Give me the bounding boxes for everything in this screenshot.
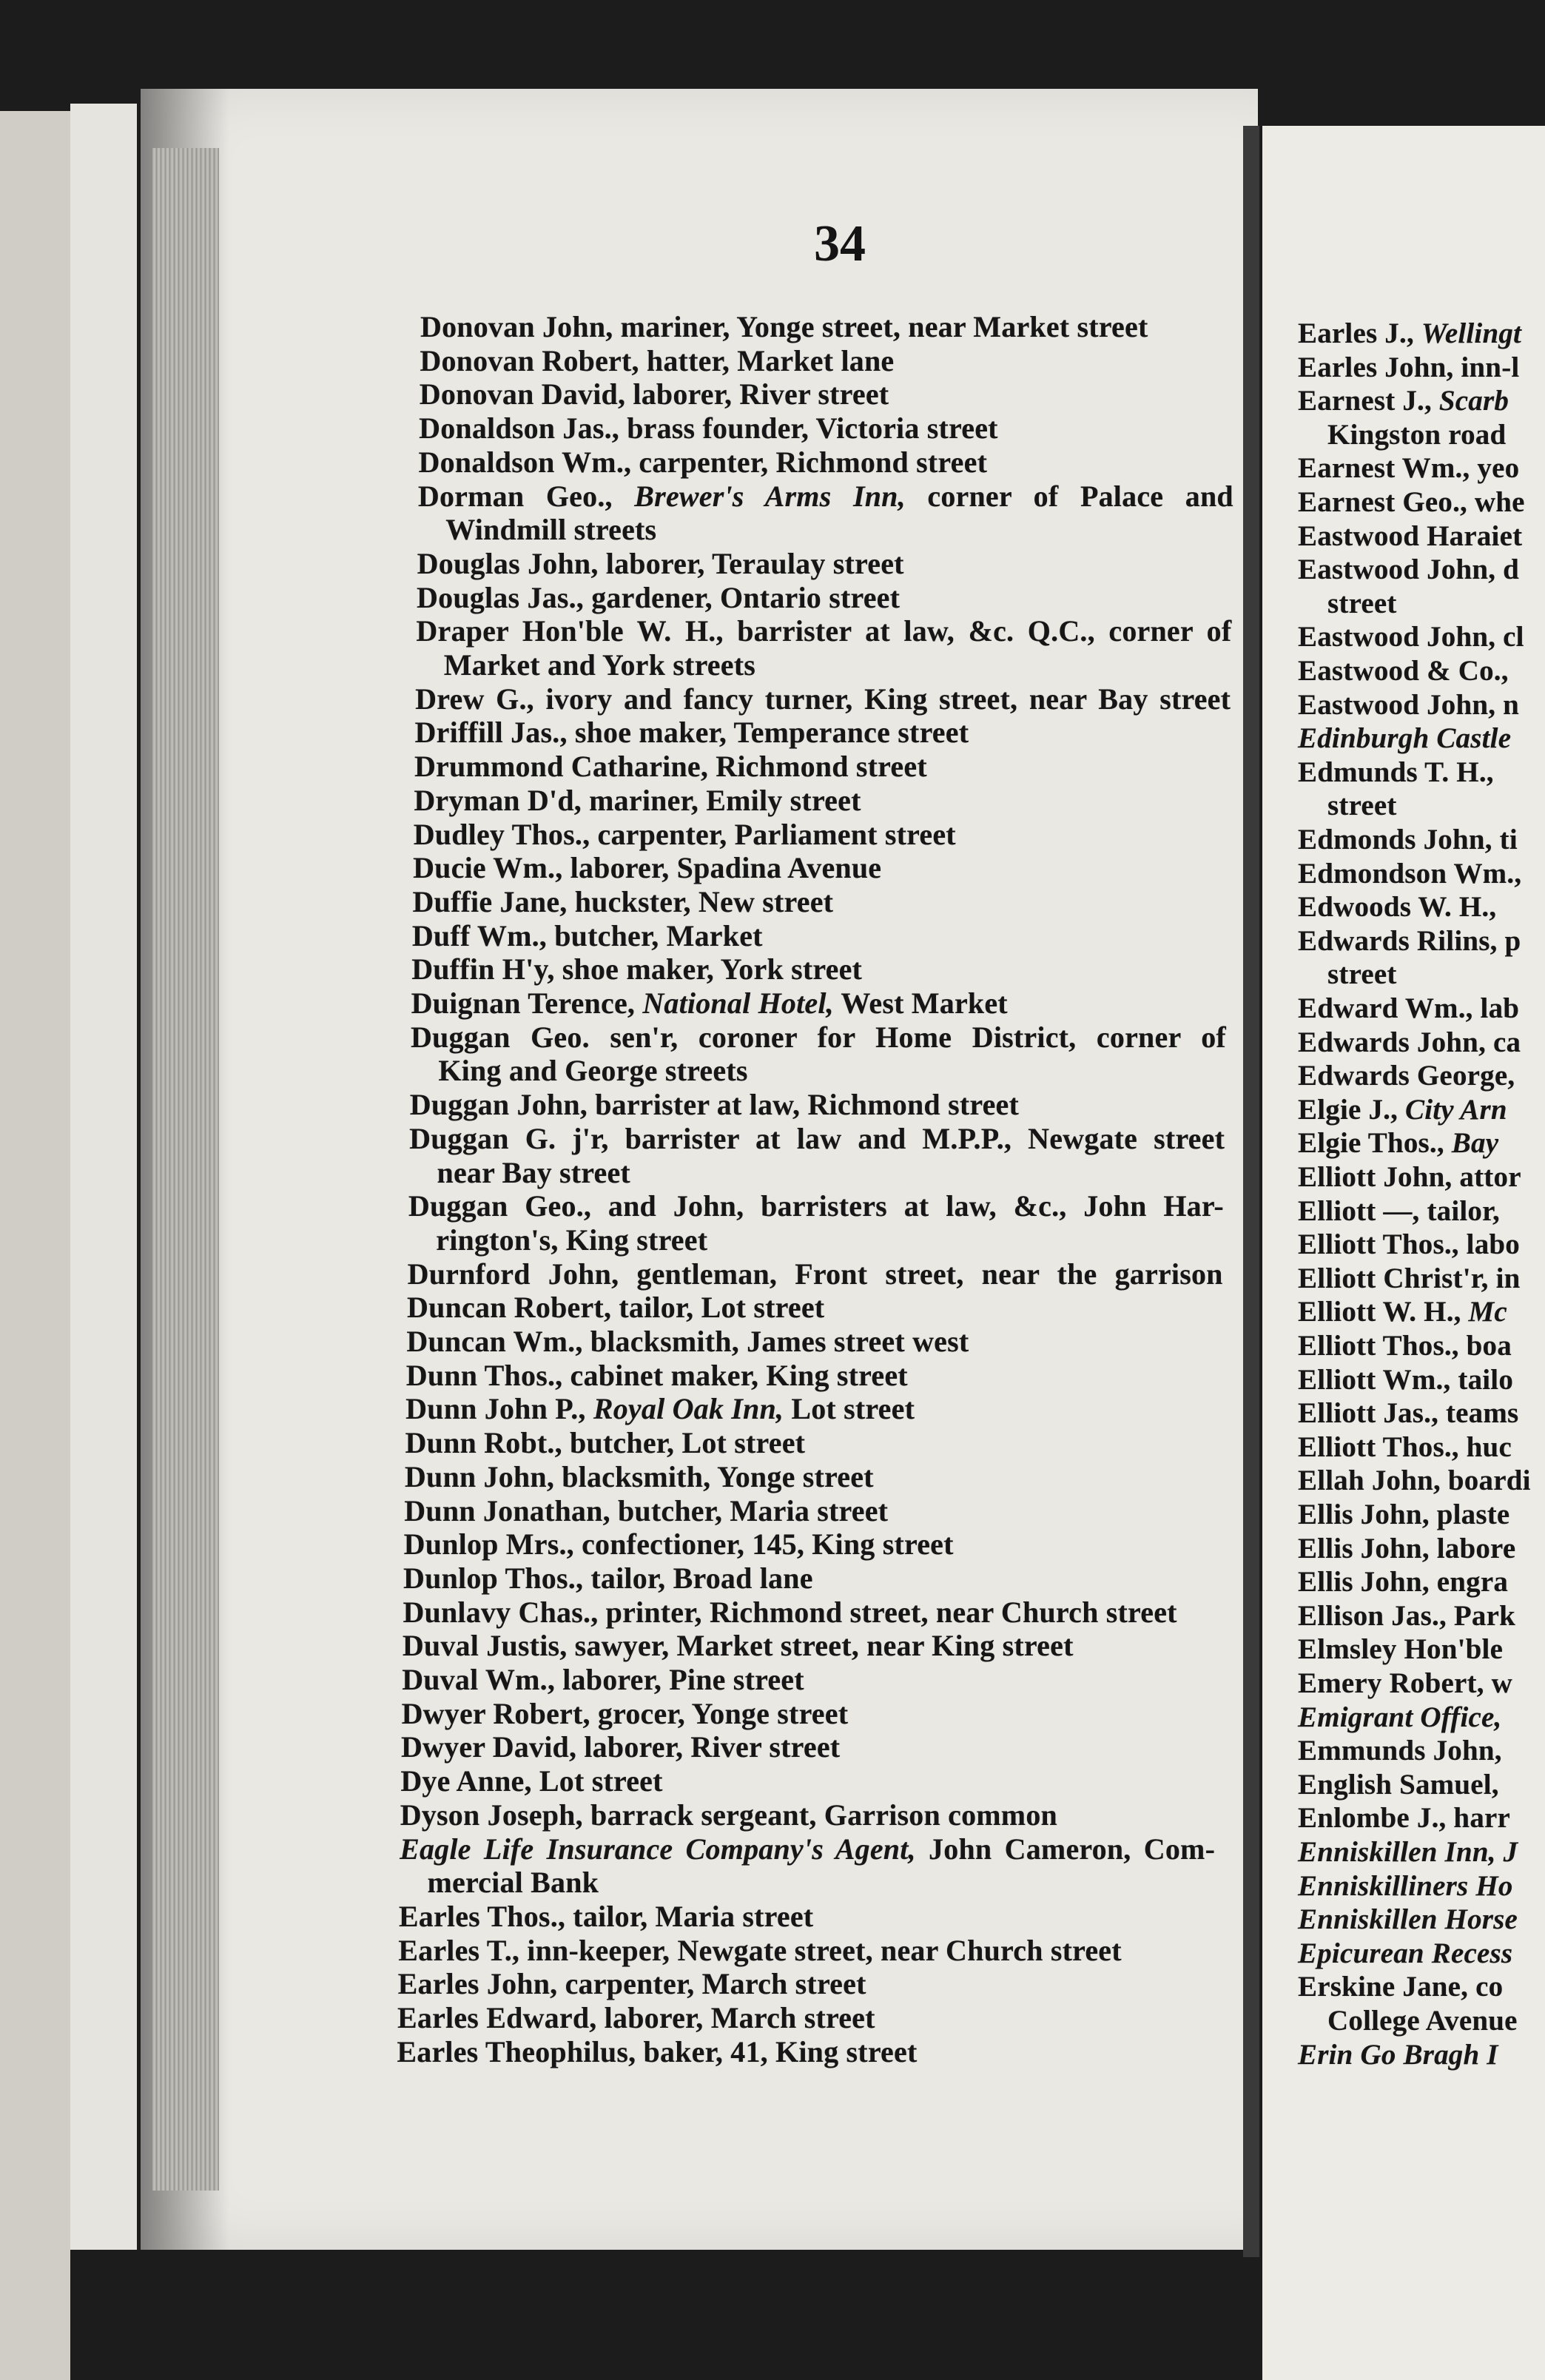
next-entry-line: [1298, 1363, 1513, 1396]
entry-line: [414, 817, 956, 852]
next-page: [1262, 126, 1545, 2380]
next-entry-text: Edward Wm., lab: [1298, 992, 1520, 1024]
next-entry-text: Earnest Wm., yeo: [1298, 452, 1520, 485]
entry-text: Donovan John, mariner, Yonge street, near Market street: [420, 310, 1148, 343]
next-entry-line: [1298, 1565, 1508, 1599]
next-entry-line: [1298, 890, 1496, 924]
entry-text: King and George streets: [438, 1054, 748, 1088]
next-entry-text: Eastwood John, n: [1298, 688, 1520, 721]
entry-text: National Hotel,: [642, 986, 834, 1020]
entry-line: [414, 749, 927, 784]
entry-line: [420, 377, 889, 411]
entry-line: [420, 309, 1148, 344]
next-entry-text: College Avenue: [1327, 2005, 1518, 2037]
entry-text: Duggan Geo. sen'r, coroner for Home District, corner of: [410, 1020, 1226, 1054]
entry-line: [416, 614, 1231, 648]
entry-line: [415, 682, 1231, 716]
next-entry-line: [1298, 1262, 1521, 1295]
entry-line: [407, 1290, 824, 1325]
next-entry-text: Wellingt: [1421, 317, 1522, 349]
next-entry-line: [1298, 1194, 1500, 1228]
next-entry-text: Elgie J.,: [1298, 1093, 1405, 1126]
entry-line: [400, 1832, 1215, 1866]
next-entry-line: [1298, 1801, 1510, 1835]
next-entry-text: Ellis John, labore: [1298, 1532, 1516, 1564]
next-entry-text: Emigrant Office,: [1298, 1701, 1502, 1733]
next-entry-text: Scarb: [1438, 385, 1509, 417]
previous-page-edge: [0, 111, 70, 2380]
next-entry-text: Enlombe J., harr: [1298, 1802, 1511, 1835]
entry-line: [400, 1764, 662, 1798]
entry-text: Dryman D'd, mariner, Emily street: [414, 783, 861, 817]
next-entry-line: [1298, 1599, 1515, 1633]
next-entry-line: [1298, 485, 1525, 519]
entry-line: [409, 1121, 1225, 1156]
entry-text: Windmill streets: [445, 513, 657, 547]
entry-text: Duncan Wm., blacksmith, James street west: [406, 1325, 969, 1358]
page-divider: [1243, 126, 1259, 2257]
next-entry-line: [1298, 823, 1518, 856]
entry-line: [406, 1358, 908, 1393]
entry-text: Royal Oak Inn,: [593, 1392, 784, 1426]
entry-text: Duggan Geo., and John, barristers at law, &c., John Har-: [408, 1189, 1224, 1223]
next-entry-text: Enniskillen Inn, J: [1298, 1836, 1518, 1868]
entry-line: [415, 715, 969, 750]
next-entry-text: Eastwood John, cl: [1298, 621, 1524, 653]
entry-text: John Cameron, Com-: [915, 1832, 1216, 1866]
next-entry-line: [1327, 418, 1506, 451]
next-entry-line: [1298, 1295, 1507, 1328]
next-entry-line: [1298, 1329, 1512, 1362]
entry-text: Earles Thos., tailor, Maria street: [398, 1899, 814, 1933]
next-entry-text: Edwards John, ca: [1298, 1026, 1521, 1058]
next-entry-line: [1298, 351, 1519, 384]
next-entry-text: Erin Go Bragh I: [1298, 2038, 1498, 2071]
next-entry-text: Eastwood & Co.,: [1298, 655, 1509, 687]
next-entry-line: [1298, 1869, 1513, 1903]
entry-line: [402, 1662, 804, 1697]
entry-text: Eagle Life Insurance Company's Agent,: [400, 1832, 916, 1866]
entry-text: Douglas Jas., gardener, Ontario street: [417, 580, 901, 614]
entry-text: Dunn Jonathan, butcher, Maria street: [404, 1493, 889, 1527]
next-entry-line: [1298, 2038, 1498, 2071]
entry-line: [437, 1155, 630, 1190]
next-entry-text: Elliott Wm., tailo: [1298, 1363, 1514, 1396]
entry-text: Donaldson Jas., brass founder, Victoria street: [419, 411, 998, 446]
next-entry-line: [1298, 1160, 1521, 1194]
next-entry-line: [1298, 520, 1522, 553]
next-entry-line: [1298, 1667, 1512, 1700]
entry-text: Duignan Terence,: [411, 986, 643, 1020]
entry-text: Durnford John, gentleman, Front street, near the garrison: [407, 1257, 1223, 1291]
next-entry-text: street: [1327, 958, 1397, 991]
entry-line: [403, 1595, 1177, 1630]
next-entry-line: [1298, 1059, 1515, 1092]
next-entry-line: [1298, 1903, 1518, 1936]
next-entry-text: Enniskilliners Ho: [1298, 1869, 1513, 1902]
entry-line: [412, 918, 763, 953]
next-entry-text: Elliott W. H.,: [1298, 1296, 1469, 1328]
entry-line: [404, 1493, 888, 1528]
next-entry-line: [1327, 958, 1397, 991]
entry-line: [412, 884, 833, 919]
next-entry-line: [1298, 1532, 1515, 1565]
entry-text: Duval Justis, sawyer, Market street, near King street: [402, 1629, 1074, 1663]
next-entry-text: Edmonds John, ti: [1298, 824, 1518, 855]
next-entry-text: Eastwood John, d: [1298, 554, 1520, 586]
entry-line: [411, 986, 1008, 1021]
entry-line: [414, 783, 861, 818]
entry-line: [438, 1053, 747, 1088]
next-entry-text: Edwoods W. H.,: [1298, 891, 1497, 924]
next-entry-line: [1298, 1396, 1518, 1430]
entry-line: [419, 445, 988, 480]
next-entry-line: [1298, 654, 1509, 688]
entry-line: [397, 2034, 917, 2069]
next-entry-line: [1298, 553, 1519, 586]
entry-text: Drummond Catharine, Richmond street: [414, 750, 927, 784]
entry-text: Earles Theophilus, baker, 41, King street: [397, 2034, 918, 2068]
entry-line: [411, 1020, 1226, 1055]
entry-text: Brewer's Arms Inn,: [634, 479, 906, 513]
entry-text: Market and York streets: [443, 648, 755, 682]
next-entry-text: Ellis John, engra: [1298, 1566, 1509, 1599]
next-entry-text: Edinburgh Castle: [1298, 722, 1512, 755]
entry-text: Dunlop Thos., tailor, Broad lane: [403, 1561, 813, 1595]
next-entry-line: [1298, 317, 1521, 350]
next-entry-text: Emmunds John,: [1298, 1735, 1502, 1767]
entry-line: [444, 648, 755, 682]
next-entry-line: [1298, 688, 1519, 722]
next-entry-text: Emery Robert, w: [1298, 1667, 1512, 1699]
entry-line: [398, 1933, 1122, 1968]
next-entry-text: Edwards Rilins, p: [1298, 924, 1521, 957]
next-entry-text: Elliott —, tailor,: [1298, 1194, 1500, 1227]
next-entry-text: Earles John, inn-l: [1298, 351, 1520, 383]
entry-line: [405, 1391, 915, 1426]
next-entry-line: [1327, 2004, 1518, 2037]
entry-text: mercial Bank: [427, 1866, 599, 1900]
next-entry-text: English Samuel,: [1298, 1768, 1499, 1801]
next-entry-text: Erskine Jane, co: [1298, 1971, 1504, 2003]
next-entry-text: Elliott Jas., teams: [1298, 1397, 1519, 1430]
entry-line: [405, 1425, 806, 1460]
next-entry-text: Elgie Thos.,: [1298, 1127, 1452, 1160]
entry-line: [417, 546, 904, 581]
entry-text: Dunlavy Chas., printer, Richmond street, near Church street: [403, 1595, 1177, 1629]
next-entry-text: Elliott Thos., huc: [1298, 1431, 1512, 1463]
next-entry-line: [1298, 620, 1524, 653]
entry-line: [419, 411, 998, 446]
next-entry-text: Bay: [1451, 1127, 1499, 1160]
entry-text: corner of Palace and: [905, 479, 1233, 513]
book-cover-edge: [70, 104, 137, 2250]
entry-text: West Market: [833, 986, 1008, 1020]
entry-line: [401, 1729, 840, 1764]
next-entry-line: [1298, 1228, 1520, 1261]
entry-text: Duncan Robert, tailor, Lot street: [407, 1291, 825, 1325]
next-entry-line: [1298, 1126, 1498, 1160]
entry-text: Dunlop Mrs., confectioner, 145, King street: [403, 1527, 954, 1562]
entry-text: Dyson Joseph, barrack sergeant, Garrison common: [400, 1798, 1057, 1832]
next-entry-line: [1298, 722, 1511, 755]
entry-line: [411, 952, 862, 986]
entry-text: Earles T., inn-keeper, Newgate street, near Church street: [398, 1933, 1122, 1967]
entry-line: [410, 1087, 1019, 1122]
next-entry-text: street: [1327, 587, 1397, 619]
entry-line: [427, 1865, 599, 1900]
entry-text: Duval Wm., laborer, Pine street: [402, 1663, 804, 1696]
entry-text: Dunn John P.,: [405, 1392, 593, 1426]
entry-text: Duff Wm., butcher, Market: [411, 918, 763, 952]
next-entry-text: street: [1327, 790, 1397, 822]
next-entry-text: Earnest Geo., whe: [1298, 486, 1525, 518]
entry-line: [405, 1459, 874, 1494]
entry-line: [417, 580, 900, 615]
entry-text: Donaldson Wm., carpenter, Richmond street: [418, 445, 988, 479]
entry-line: [418, 479, 1233, 514]
next-entry-line: [1327, 587, 1397, 620]
entry-text: Duggan G. j'r, barrister at law and M.P.P., Newgate street: [409, 1121, 1225, 1155]
next-entry-line: [1298, 756, 1494, 789]
next-entry-line: [1298, 384, 1509, 417]
next-entry-text: Elliott Christ'r, in: [1298, 1262, 1521, 1294]
entry-text: Lot street: [784, 1392, 915, 1426]
next-entry-text: Ellis John, plaste: [1298, 1499, 1510, 1530]
next-entry-text: Earles J.,: [1298, 317, 1421, 349]
next-entry-line: [1298, 857, 1521, 890]
entry-line: [406, 1324, 969, 1359]
entry-line: [436, 1223, 707, 1257]
next-entry-text: Edwards George,: [1298, 1060, 1515, 1092]
entry-text: near Bay street: [437, 1155, 630, 1189]
next-entry-text: Elliott John, attor: [1298, 1161, 1521, 1193]
next-entry-text: City Arn: [1405, 1093, 1507, 1126]
next-entry-line: [1298, 1093, 1507, 1126]
next-entry-line: [1298, 1768, 1499, 1801]
next-entry-line: [1327, 789, 1397, 822]
entry-text: Driffill Jas., shoe maker, Temperance street: [414, 716, 969, 750]
next-entry-line: [1298, 1633, 1503, 1666]
next-entry-text: Enniskillen Horse: [1298, 1903, 1518, 1936]
entry-line: [397, 2000, 875, 2035]
next-entry-text: Elmsley Hon'ble: [1298, 1633, 1504, 1666]
entry-text: Earles John, carpenter, March street: [397, 1967, 866, 2001]
entry-text: Dunn Robt., butcher, Lot street: [405, 1426, 806, 1460]
entry-text: rington's, King street: [436, 1223, 708, 1257]
entry-line: [413, 850, 881, 885]
entry-text: Draper Hon'ble W. H., barrister at law, &c. Q.C., corner of: [416, 614, 1232, 648]
entry-line: [400, 1798, 1057, 1832]
entry-text: Dudley Thos., carpenter, Parliament street: [413, 817, 956, 851]
next-entry-text: Elliott Thos., boa: [1298, 1330, 1512, 1362]
entry-text: Duffin H'y, shoe maker, York street: [411, 952, 863, 986]
entry-text: Dunn Thos., cabinet maker, King street: [405, 1358, 908, 1392]
entry-line: [445, 512, 656, 547]
next-entry-line: [1298, 1464, 1531, 1497]
entry-line: [398, 1966, 866, 2001]
next-entry-line: [1298, 451, 1519, 485]
entry-line: [402, 1696, 849, 1731]
next-entry-text: Elliott Thos., labo: [1298, 1228, 1520, 1261]
next-entry-text: Mc: [1468, 1296, 1507, 1328]
entry-text: Earles Edward, laborer, March street: [397, 2001, 875, 2034]
entry-text: Donovan Robert, hatter, Market lane: [420, 343, 895, 377]
next-entry-line: [1298, 992, 1519, 1025]
entry-line: [404, 1527, 954, 1562]
next-entry-line: [1298, 1835, 1518, 1869]
entry-text: Dye Anne, Lot street: [400, 1764, 663, 1798]
next-entry-line: [1298, 924, 1521, 958]
next-entry-line: [1298, 1734, 1502, 1767]
entry-line: [403, 1628, 1074, 1663]
entry-line: [408, 1189, 1224, 1223]
next-entry-text: Ellison Jas., Park: [1298, 1599, 1515, 1632]
next-entry-line: [1298, 1701, 1501, 1734]
page-number: 34: [814, 215, 866, 272]
next-entry-line: [1298, 1937, 1512, 1970]
entry-line: [420, 343, 894, 378]
entry-text: Dwyer Robert, grocer, Yonge street: [401, 1696, 849, 1730]
entry-text: Dunn John, blacksmith, Yonge street: [404, 1459, 874, 1493]
entry-text: Duffie Jane, huckster, New street: [412, 884, 834, 918]
entry-text: Donovan David, laborer, River street: [419, 377, 889, 411]
entry-text: Dorman Geo.,: [417, 479, 635, 513]
next-entry-text: Edmunds T. H.,: [1298, 756, 1494, 788]
next-entry-text: Eastwood Haraiet: [1298, 520, 1523, 552]
entry-text: Drew G., ivory and fancy turner, King street, near Bay street: [415, 682, 1231, 716]
entry-text: Duggan John, barrister at law, Richmond street: [409, 1088, 1020, 1122]
next-entry-line: [1298, 1026, 1521, 1059]
page-stack-edge: [152, 148, 219, 2191]
next-entry-line: [1298, 1970, 1503, 2003]
next-entry-text: Epicurean Recess: [1298, 1937, 1513, 1969]
entry-text: Douglas John, laborer, Teraulay street: [417, 546, 904, 580]
entry-text: Ducie Wm., laborer, Spadina Avenue: [413, 851, 882, 885]
entry-text: Dwyer David, laborer, River street: [400, 1730, 841, 1764]
entry-line: [399, 1899, 813, 1934]
next-entry-text: Kingston road: [1327, 418, 1507, 451]
next-entry-text: Edmondson Wm.,: [1298, 857, 1522, 890]
next-entry-line: [1298, 1498, 1509, 1531]
entry-line: [403, 1561, 813, 1596]
next-entry-text: Ellah John, boardi: [1298, 1465, 1531, 1497]
next-entry-line: [1298, 1431, 1512, 1464]
entry-line: [408, 1257, 1223, 1291]
next-entry-text: Earnest J.,: [1298, 385, 1439, 417]
